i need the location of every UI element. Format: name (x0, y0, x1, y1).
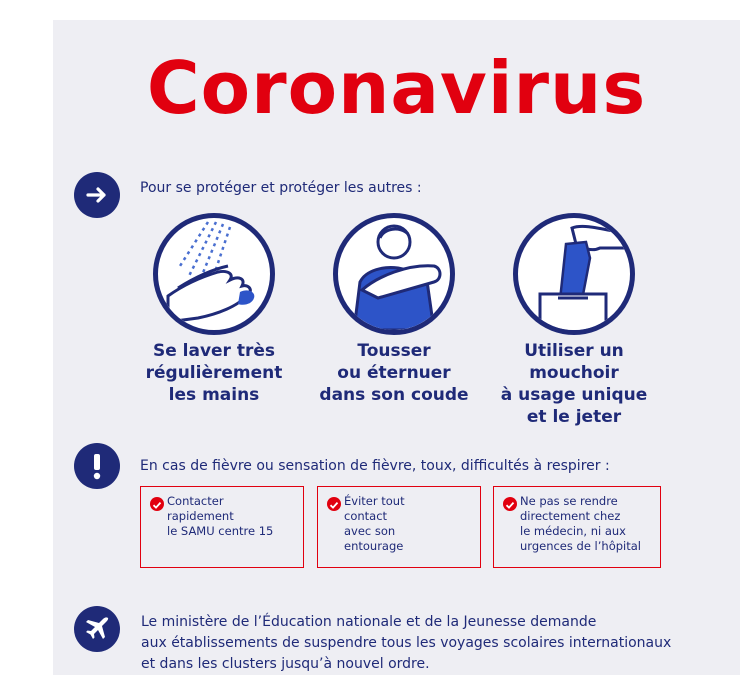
advice-box-samu: Contacter rapidement le SAMU centre 15 (140, 486, 304, 568)
poster-panel (53, 20, 740, 675)
airplane-icon (74, 606, 120, 652)
check-icon (327, 497, 341, 511)
tissue-icon (513, 213, 635, 335)
hand-washing-icon (153, 213, 275, 335)
caption-tissue: Utiliser un mouchoir à usage unique et le jeter (500, 341, 648, 427)
advice-box-avoid-contact: Éviter tout contact avec son entourage (317, 486, 481, 568)
ministry-notice: Le ministère de l’Éducation nationale et de la Jeunesse demande aux établissements de suspendre tous les voyages scolaires internationaux et dans les clusters jusqu’à nouvel ordre. (141, 614, 672, 672)
poster-title: Coronavirus (146, 46, 647, 130)
advice-box-no-doctor: Ne pas se rendre directement chez le médecin, ni aux urgences de l’hôpital (493, 486, 661, 568)
exclamation-icon (74, 443, 120, 489)
caption-cough-elbow: Tousser ou éternuer dans son coude (319, 341, 469, 405)
section1-heading: Pour se protéger et protéger les autres : (140, 180, 422, 196)
caption-wash-hands: Se laver très régulièrement les mains (145, 341, 283, 405)
arrow-right-icon (74, 172, 120, 218)
check-icon (150, 497, 164, 511)
section2-heading: En cas de fièvre ou sensation de fièvre, toux, difficultés à respirer : (140, 458, 610, 474)
cough-elbow-icon (333, 213, 455, 335)
check-icon (503, 497, 517, 511)
